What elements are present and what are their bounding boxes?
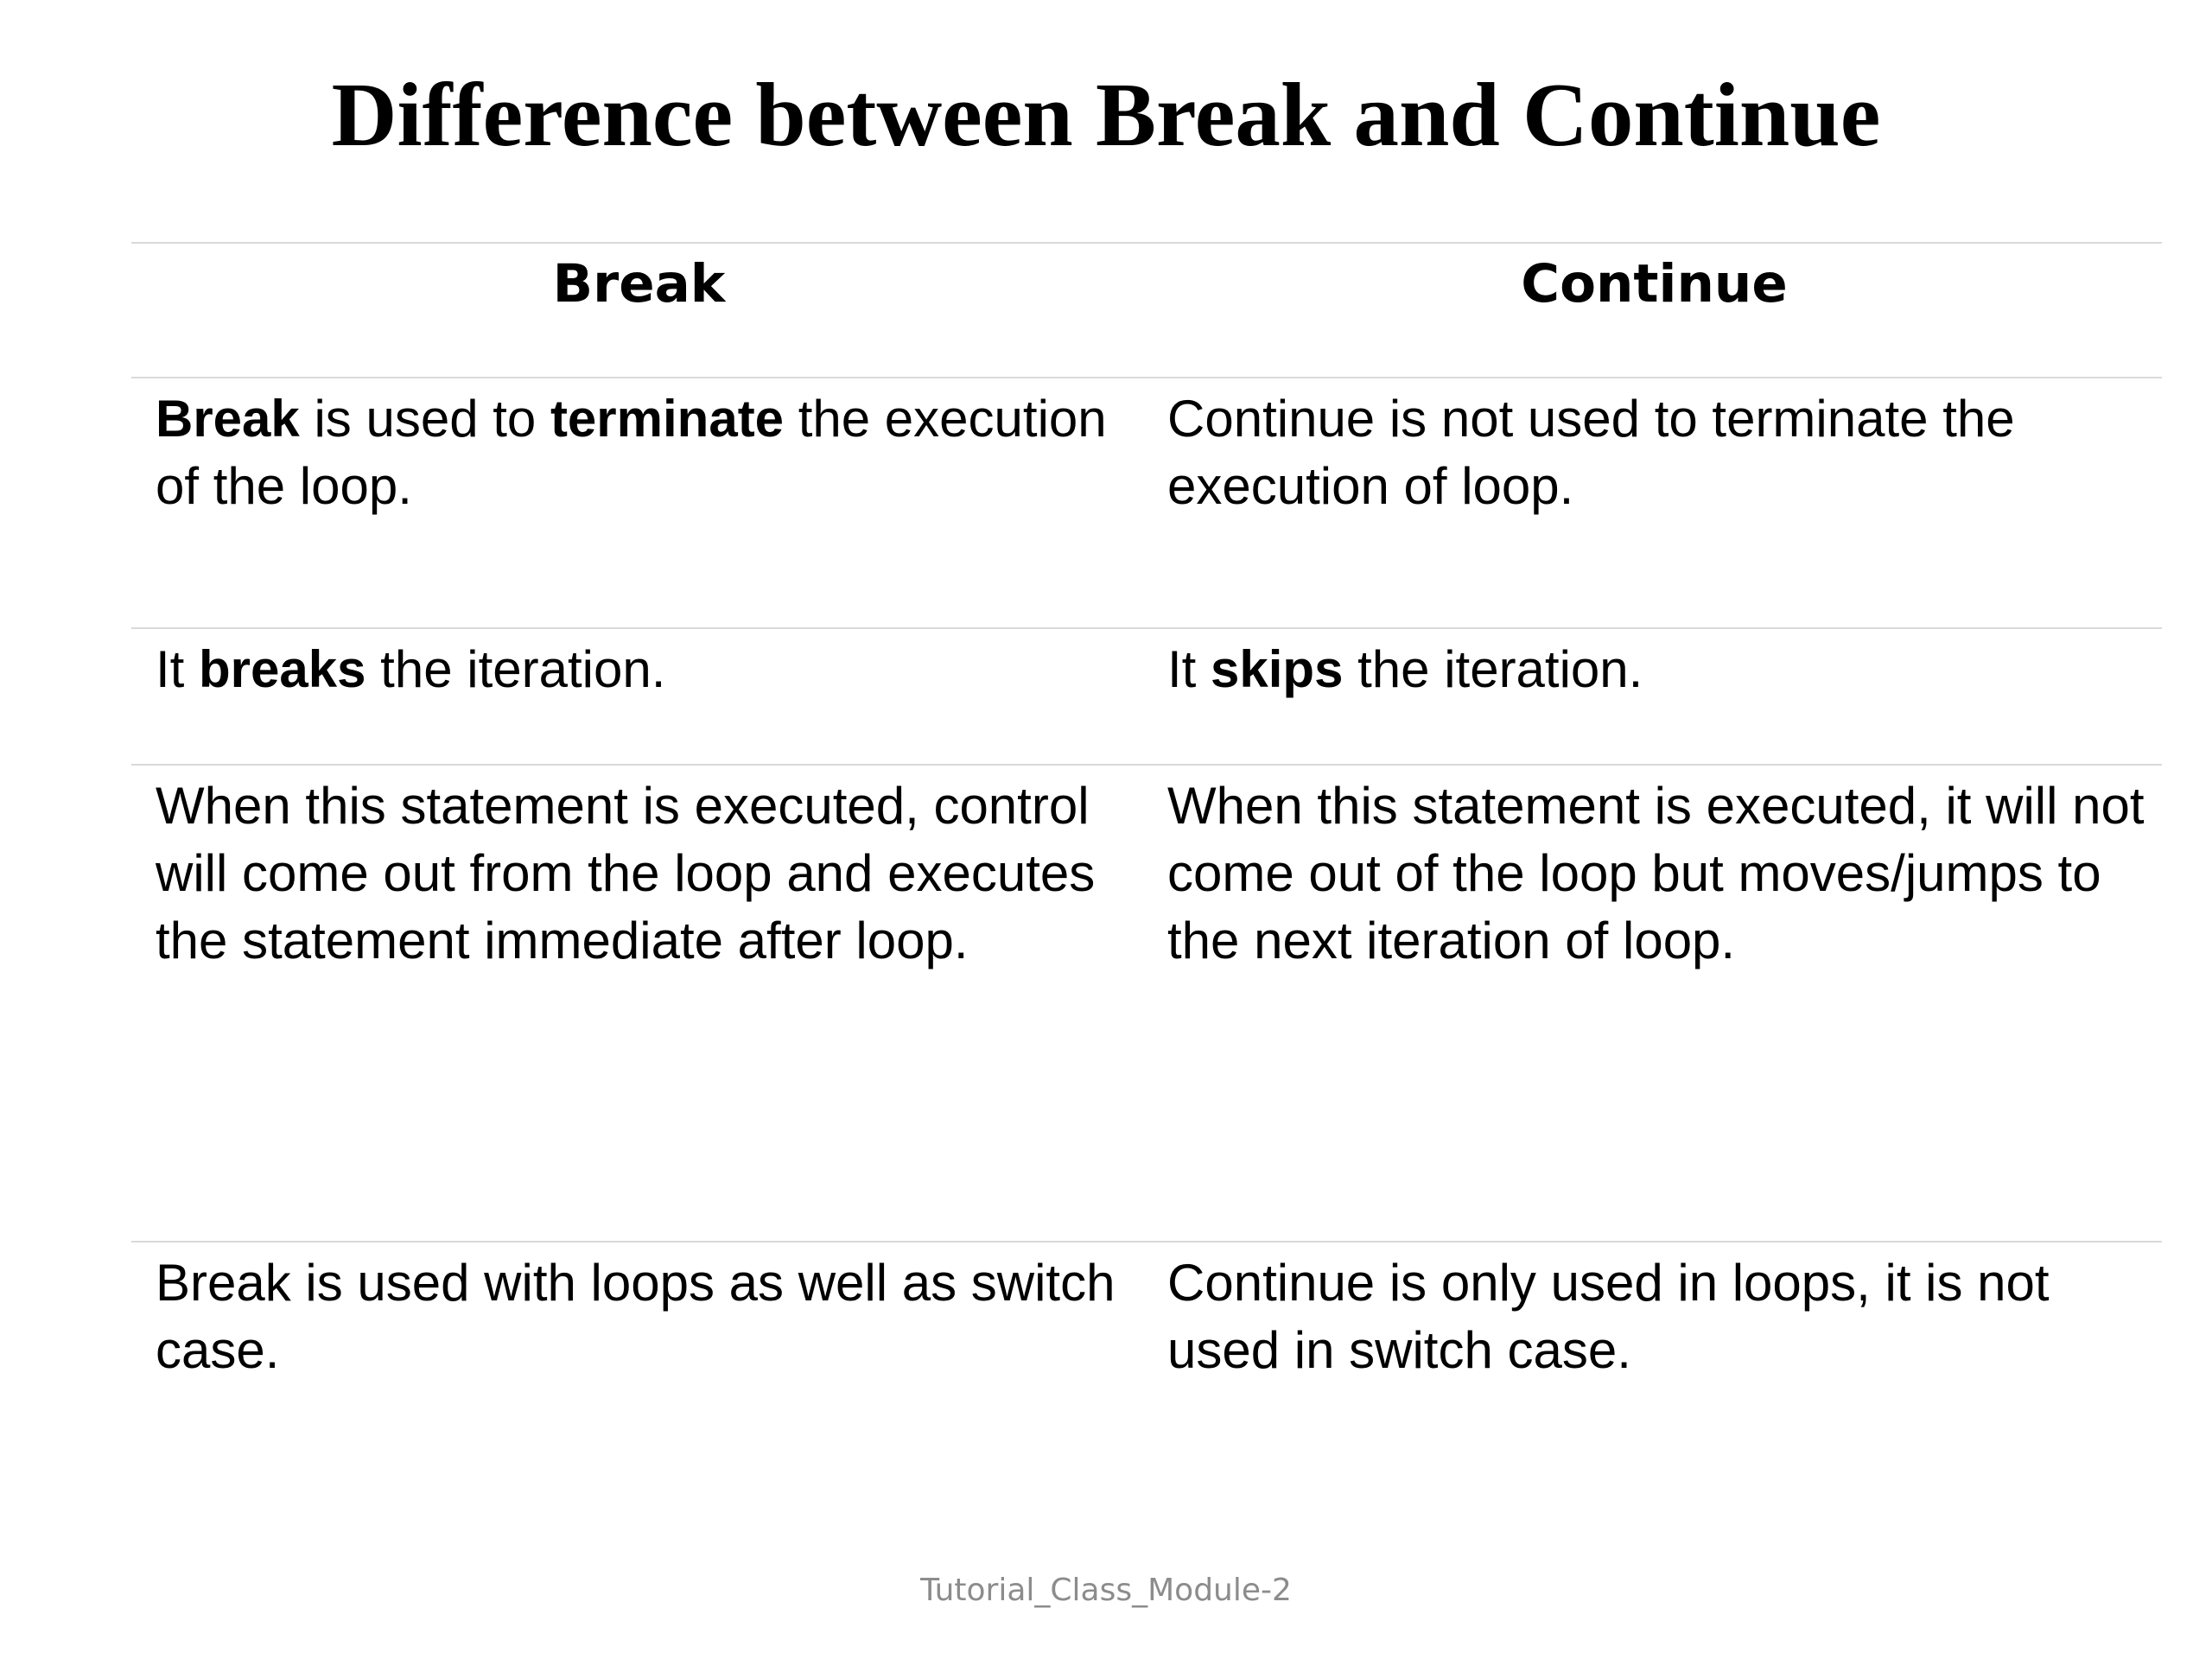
table-row <box>131 765 2162 1242</box>
cell-continue-terminate: Continue is not used to terminate the execution of loop. <box>1147 378 2162 628</box>
bold-term: terminate <box>550 390 785 448</box>
header-continue: Continue <box>1147 243 2162 378</box>
table-row <box>131 378 2162 628</box>
table-row <box>131 1242 2162 1501</box>
cell-break-iteration <box>131 628 1147 765</box>
table-row <box>131 628 2162 765</box>
cell-text: the iteration. <box>365 640 666 698</box>
cell-break-terminate <box>131 378 1147 628</box>
header-break: Break <box>131 243 1147 378</box>
slide-title: Difference between Break and Continue <box>331 64 1881 165</box>
cell-text: is used to <box>299 390 550 448</box>
bold-term: breaks <box>199 640 366 698</box>
bold-term: Break <box>156 390 300 448</box>
table-header-row <box>131 243 2162 378</box>
cell-text: the iteration. <box>1343 640 1643 698</box>
cell-break-control: When this statement is executed, control will come out from the loop and executes the statement immediate after loop. <box>131 765 1147 1242</box>
cell-continue-iteration <box>1147 628 2162 765</box>
slide-footer: Tutorial_Class_Module-2 <box>920 1573 1292 1608</box>
cell-text: It <box>1167 640 1211 698</box>
cell-continue-control: When this statement is executed, it will not come out of the loop but moves/jumps to the next iteration of loop. <box>1147 765 2162 1242</box>
comparison-table <box>131 242 2162 1501</box>
cell-break-usage: Break is used with loops as well as switch case. <box>131 1242 1147 1501</box>
cell-text: It <box>156 640 200 698</box>
bold-term: skips <box>1211 640 1344 698</box>
cell-text: the execution of the loop. <box>156 390 1107 515</box>
cell-continue-usage: Continue is only used in loops, it is not used in switch case. <box>1147 1242 2162 1501</box>
